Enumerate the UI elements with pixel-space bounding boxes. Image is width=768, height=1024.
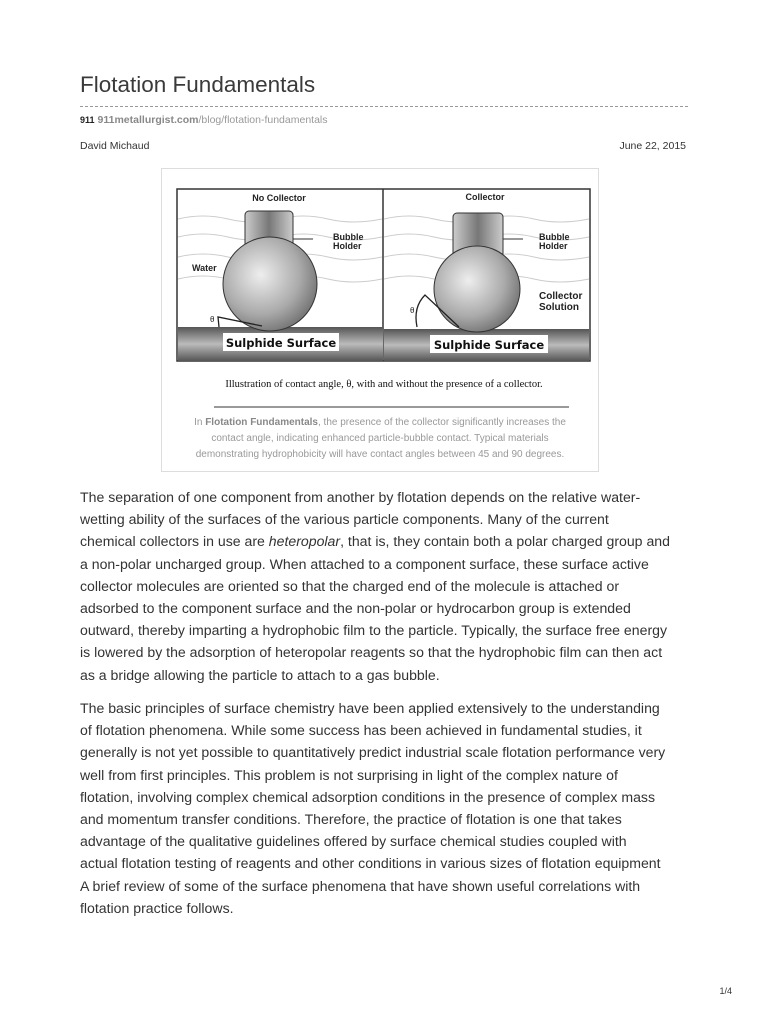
text-line: generally is not yet possible to quantitatively predict industrial scale flotation performance very: [80, 744, 666, 761]
caption-text: In: [194, 417, 206, 428]
text-line: well from first principles. This problem is not surprising in light of the complex nature of: [80, 766, 618, 783]
label-bubble-holder-right-2: Holder: [539, 241, 568, 251]
text-line: outward, thereby imparting a hydrophobic film to the particle. Typically, the surface free energy: [80, 622, 668, 639]
text-line: and momentum transfer conditions. Therefore, the practice of flotation is one that takes: [80, 811, 622, 828]
source-link[interactable]: [80, 114, 328, 126]
label-sulphide-surface-right: Sulphide Surface: [433, 338, 545, 352]
text-line: actual flotation testing of reagents and other conditions in various sizes of flotation equipment: [80, 855, 661, 872]
bubble-left: [223, 237, 317, 331]
page-number: 1/4: [719, 986, 732, 996]
text-line: as a bridge allowing the particle to attach to a gas bubble.: [80, 666, 440, 683]
figure: [161, 168, 599, 472]
paragraph-2: [80, 697, 665, 919]
text-line: The separation of one component from another by flotation depends on the relative water-: [80, 489, 641, 505]
text-line: flotation practice follows.: [80, 899, 234, 916]
caption-line: demonstrating hydrophobicity will have contact angles between 45 and 90 degrees.: [195, 449, 565, 460]
label-sulphide-surface-left: Sulphide Surface: [225, 336, 337, 350]
author: David Michaud: [80, 140, 150, 152]
label-water: Water: [192, 263, 217, 273]
text-span: chemical collectors in use are: [80, 533, 269, 550]
label-collector-solution: Collector: [539, 291, 583, 302]
illustration-caption: Illustration of contact angle, θ, with and without the presence of a collector.: [225, 379, 543, 390]
site-logo: 911: [80, 115, 95, 125]
text-line: adsorbed to the component surface and the non-polar or hydrocarbon group is extended: [80, 600, 631, 617]
label-bubble-holder-right: Bubble: [539, 232, 570, 242]
label-bubble-holder-left: Bubble: [333, 232, 364, 242]
contact-angle-diagram: [162, 169, 598, 409]
emphasis-heteropolar: heteropolar: [268, 533, 341, 550]
text-line: of flotation phenomena. While some success has been achieved in fundamental studies, it: [80, 722, 642, 739]
label-no-collector: No Collector: [252, 193, 306, 203]
theta-right: θ: [410, 306, 415, 315]
caption-text: , the presence of the collector significantly increases the: [317, 417, 566, 428]
text-line: a non-polar uncharged group. When attached to a component surface, these surface active: [80, 555, 649, 572]
text-line: is lowered by the adsorption of heteropolar reagents so that the hydrophobic film can then act: [80, 644, 663, 661]
text-line: flotation, involving complex chemical adsorption conditions in the presence of complex mass: [80, 788, 656, 805]
source-domain: 911metallurgist.com: [97, 114, 199, 126]
theta-left: θ: [210, 315, 215, 324]
text-line: The basic principles of surface chemistry have been applied extensively to the understanding: [80, 700, 660, 716]
source-path: /blog/flotation-fundamentals: [198, 114, 328, 126]
caption-bold: Flotation Fundamentals: [205, 417, 318, 428]
label-collector: Collector: [465, 192, 505, 202]
text-line: advantage of the qualitative guidelines offered by surface chemical studies coupled with: [80, 833, 627, 850]
publish-date: June 22, 2015: [619, 140, 686, 152]
caption-line: contact angle, indicating enhanced particle-bubble contact. Typical materials: [211, 433, 549, 444]
label-bubble-holder-left-2: Holder: [333, 241, 362, 251]
text-span: , that is, they contain both a polar charged group and: [340, 533, 670, 550]
page-title: Flotation Fundamentals: [80, 72, 316, 97]
bubble-right: [434, 246, 520, 332]
text-line: wetting ability of the surfaces of the various particle components. Many of the current: [80, 511, 609, 528]
figure-caption: [162, 415, 598, 463]
dashed-divider: [80, 106, 688, 107]
paragraph-1: [80, 486, 670, 686]
text-line: A brief review of some of the surface phenomena that have shown useful correlations with: [80, 877, 641, 894]
text-line: collector molecules are oriented so that the charged end of the molecule is attached or: [80, 577, 620, 594]
text-line: [80, 530, 670, 552]
label-collector-solution-2: Solution: [539, 302, 579, 313]
